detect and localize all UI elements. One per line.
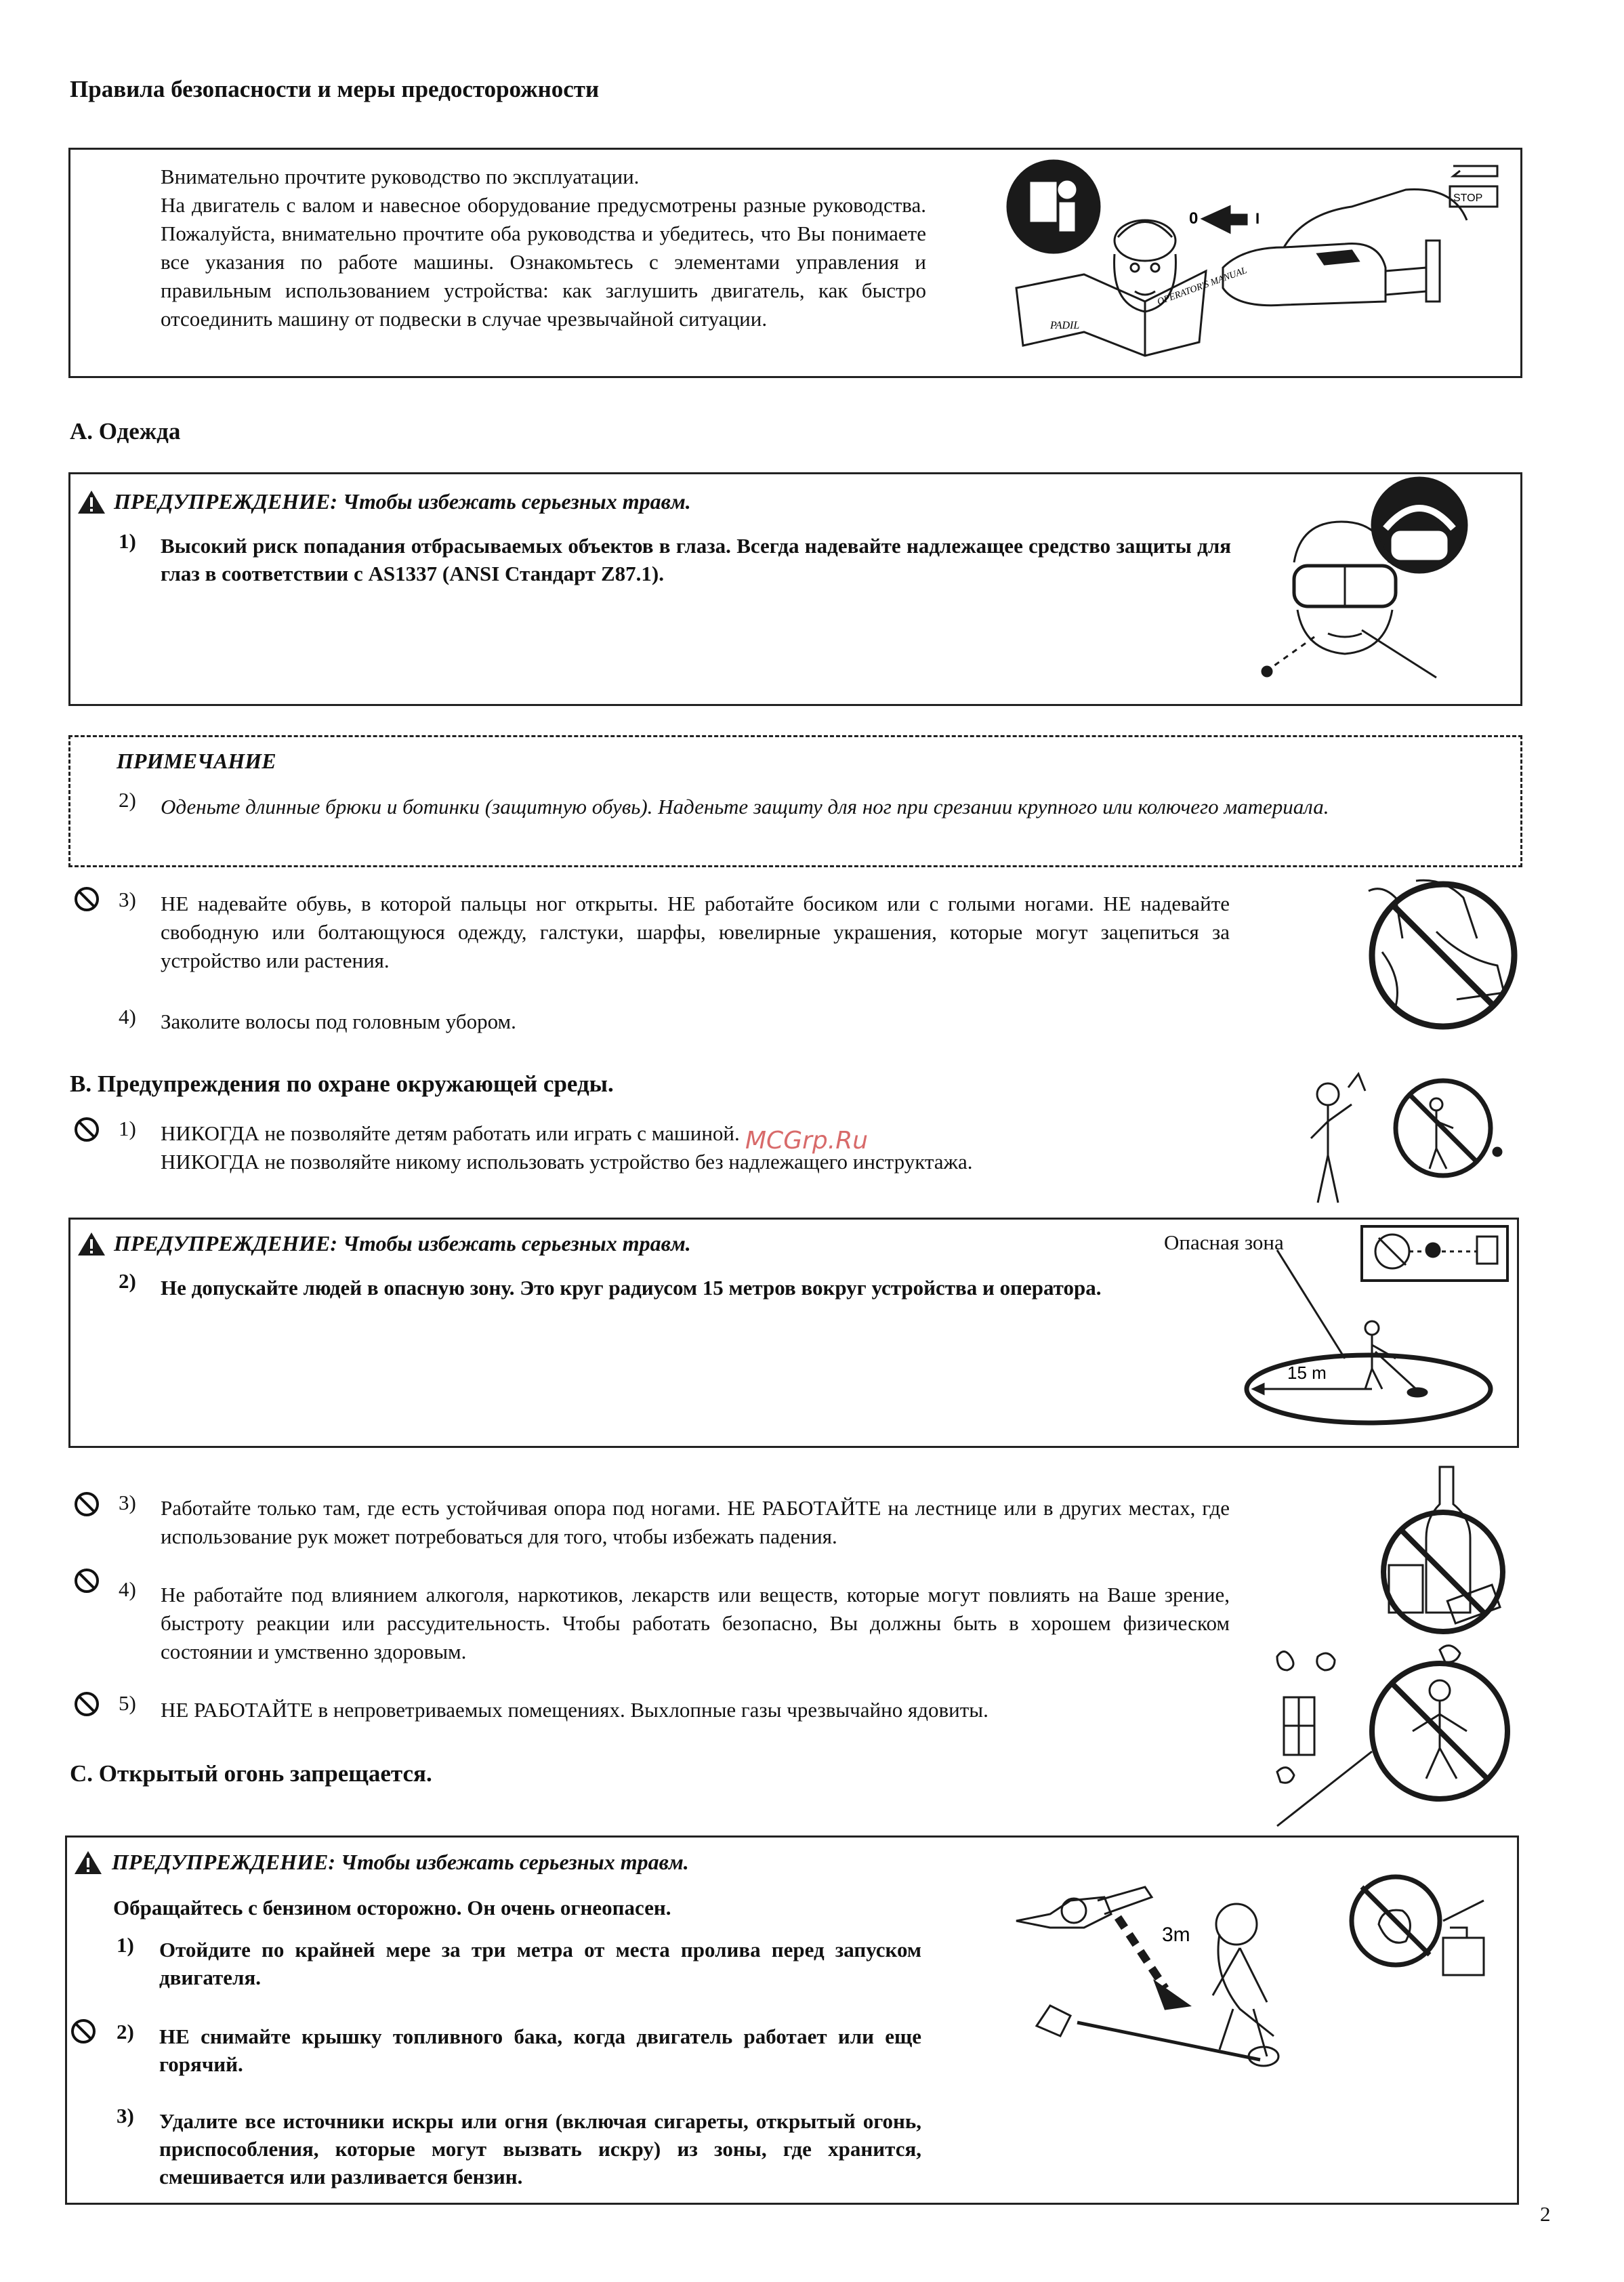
- warning-triangle-icon: [73, 1850, 103, 1875]
- danger-zone-label: Опасная зона: [1164, 1230, 1284, 1254]
- item-number: 3): [117, 2104, 134, 2128]
- warning-text: Чтобы избежать серьезных травм.: [343, 1231, 691, 1256]
- section-b-heading: В. Предупреждения по охране окружающей среды.: [70, 1071, 614, 1097]
- item-number: 2): [119, 1269, 136, 1293]
- item-number: 2): [119, 788, 136, 812]
- watermark: MCGrp.Ru: [745, 1127, 869, 1155]
- prohibited-icon: [73, 1567, 100, 1594]
- item-number: 1): [117, 1933, 134, 1957]
- distance-label: 3m: [1162, 1924, 1190, 1946]
- no-sandals-illustration: [1355, 877, 1518, 1033]
- intro-line-2: На двигатель с валом и навесное оборудование предусмотрены разные руководства. Пожалуйста, внимательно прочтите оба руководства и убедитесь, что Вы понимаете все указания по работе машины. Ознакомьтесь с элементами управления и правильным использованием устройства: как заглушить двигатель, как быстро отсоединить машину от подвески в случае чрезвычайной ситуации.: [161, 193, 926, 331]
- section-c-item-3: Удалите все источники искры или огня (включая сигареты, открытый огонь, приспособления, которые могут вызвать искру) из зоны, где хранится, смешивается или разливается бензин.: [159, 2109, 921, 2188]
- prohibited-icon: [73, 1491, 100, 1518]
- no-children-illustration: [1301, 1074, 1511, 1209]
- item-number: 4): [119, 1577, 136, 1601]
- section-c-item-2: НЕ снимайте крышку топливного бака, когда двигатель работает или еще горячий.: [159, 2025, 921, 2076]
- no-indoor-operation-illustration: [1270, 1630, 1507, 1833]
- prohibited-icon: [70, 2018, 97, 2045]
- section-a-warning: [114, 489, 691, 514]
- warning-label: ПРЕДУПРЕЖДЕНИЕ:: [112, 1850, 336, 1874]
- item-number: 4): [119, 1005, 136, 1029]
- manual-cover-text: OPERATOR'S MANUAL: [1156, 265, 1249, 308]
- warning-text: Чтобы избежать серьезных травм.: [341, 1850, 689, 1874]
- section-a-heading: А. Одежда: [70, 418, 181, 444]
- item-number: 3): [119, 888, 136, 911]
- section-b-item-5: НЕ РАБОТАЙТЕ в непроветриваемых помещениях. Выхлопные газы чрезвычайно ядовиты.: [161, 1698, 988, 1722]
- manual-cover-text-2: PADIL: [1050, 320, 1080, 331]
- section-b-item-2: Не допускайте людей в опасную зону. Это круг радиусом 15 метров вокруг устройства и оператора.: [161, 1276, 1102, 1300]
- section-c-lead: Обращайтесь с бензином осторожно. Он очень огнеопасен.: [113, 1896, 671, 1920]
- prohibited-icon: [73, 1116, 100, 1143]
- goggles-illustration: [1240, 474, 1463, 691]
- stop-label: STOP: [1453, 192, 1483, 204]
- prohibited-icon: [73, 1690, 100, 1718]
- switch-label-one: I: [1255, 210, 1260, 227]
- prohibited-icon: [73, 886, 100, 913]
- section-a-item-4: Заколите волосы под головным убором.: [161, 1010, 516, 1033]
- item-number: 1): [119, 1117, 136, 1140]
- warning-triangle-icon: [77, 489, 106, 515]
- danger-zone-illustration: [1240, 1223, 1511, 1426]
- warning-triangle-icon: [77, 1231, 106, 1257]
- section-b-item-1-line-1: НИКОГДА не позволяйте детям работать или играть с машиной.: [161, 1121, 740, 1145]
- intro-text: [161, 163, 926, 333]
- fuel-distance-illustration: [1009, 1860, 1497, 2070]
- section-b-warning: [114, 1231, 691, 1256]
- note-title: ПРИМЕЧАНИЕ: [117, 749, 276, 773]
- section-c-warning: [112, 1850, 689, 1875]
- section-b-item-1-line-2: НИКОГДА не позволяйте никому использовать устройство без надлежащего инструктажа.: [161, 1150, 973, 1174]
- section-b-item-3: Работайте только там, где есть устойчивая опора под ногами. НЕ РАБОТАЙТЕ на лестнице или в других местах, где использование рук может потребоваться для того, чтобы избежать падения.: [161, 1496, 1230, 1548]
- item-number: 2): [117, 2020, 134, 2044]
- page-number: 2: [1540, 2202, 1551, 2226]
- switch-label-zero: 0: [1189, 209, 1199, 228]
- section-a-item-1: Высокий риск попадания отбрасываемых объектов в глаза. Всегда надевайте надлежащее средство защиты для глаз в соответствии с AS1337 (ANSI Стандарт Z87.1).: [161, 534, 1231, 585]
- page-title: Правила безопасности и меры предосторожности: [70, 76, 600, 102]
- section-a-item-3: НЕ надевайте обувь, в которой пальцы ног открыты. НЕ работайте босиком или с голыми ногами. НЕ надевайте свободную или болтающуюся одежду, галстуки, шарфы, ювелирные украшения, которые могут зацепиться за устройство или растения.: [161, 892, 1230, 972]
- section-c-heading: С. Открытый огонь запрещается.: [70, 1760, 432, 1787]
- intro-line-1: Внимательно прочтите руководство по эксплуатации.: [161, 165, 640, 188]
- section-b-item-4: Не работайте под влиянием алкоголя, наркотиков, лекарств или веществ, которые могут повлиять на Ваше зрение, быстроту реакции или рассудительность. Чтобы работать безопасно, Вы должны быть в хорошем физическом состоянии и умственно здоровым.: [161, 1583, 1230, 1663]
- warning-text: Чтобы избежать серьезных травм.: [343, 489, 691, 514]
- no-alcohol-illustration: [1375, 1464, 1511, 1633]
- warning-label: ПРЕДУПРЕЖДЕНИЕ:: [114, 1231, 338, 1256]
- item-number: 1): [119, 529, 136, 553]
- stop-switch-illustration: [1182, 159, 1501, 322]
- section-c-item-1: Отойдите по крайней мере за три метра от места пролива перед запуском двигателя.: [159, 1938, 921, 1989]
- item-number: 3): [119, 1491, 136, 1514]
- warning-label: ПРЕДУПРЕЖДЕНИЕ:: [114, 489, 338, 514]
- section-a-item-2: Оденьте длинные брюки и ботинки (защитную обувь). Наденьте защиту для ног при срезании крупного или колючего материала.: [161, 795, 1329, 818]
- item-number: 5): [119, 1691, 136, 1715]
- radius-label: 15 m: [1287, 1363, 1327, 1383]
